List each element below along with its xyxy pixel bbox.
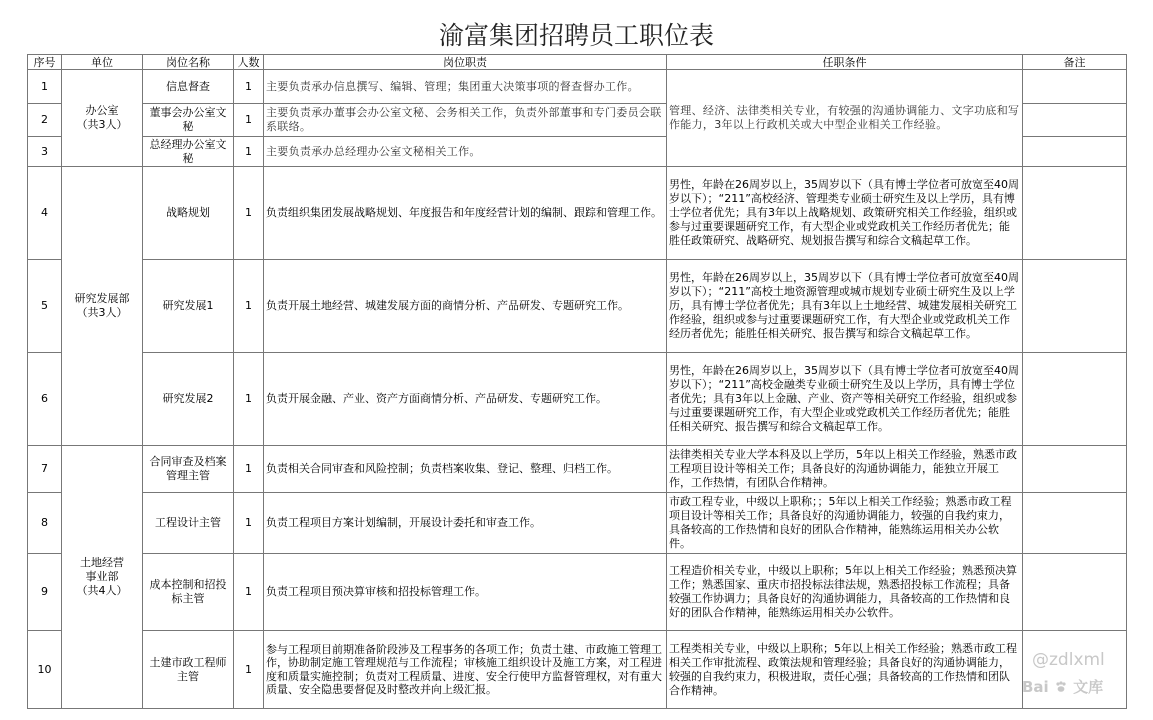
table-row <box>28 70 1127 104</box>
requirements-text: 男性，年龄在26周岁以上，35周岁以下（具有博士学位者可放宽至40周岁以下）；“211”高校土地资源管理或城市规划专业硕士研究生及以上学历，具有博士学位者优先；具有3年以上土地经营、城建发展相关研究工作经验，组织或参与过重要课题研究工作，有大型企业或党政机关工作经历者优先；能胜任相关研究、报告撰写和综合文稿起草工作。 <box>667 260 1023 353</box>
position-name: 研究发展2 <box>143 353 234 446</box>
position-name: 战略规划 <box>143 167 234 260</box>
duty-text: 负责工程项目方案计划编制，开展设计委托和审查工作。 <box>264 493 667 554</box>
position-name: 成本控制和招投标主管 <box>143 554 234 631</box>
note-cell <box>1023 137 1127 167</box>
headcount: 1 <box>234 353 264 446</box>
row-no: 1 <box>28 70 62 104</box>
duty-text: 负责工程项目预决算审核和招投标管理工作。 <box>264 554 667 631</box>
requirements-text: 法律类相关专业大学本科及以上学历，5年以上相关工作经验，熟悉市政工程项目设计等相关工作；具备良好的沟通协调能力，能独立开展工作，工作热情，有团队合作精神。 <box>667 446 1023 493</box>
headcount: 1 <box>234 167 264 260</box>
note-cell <box>1023 493 1127 554</box>
position-name: 董事会办公室文秘 <box>143 104 234 137</box>
paw-icon <box>1055 679 1067 691</box>
table-row <box>28 260 1127 353</box>
requirements-text: 工程类相关专业，中级以上职称；5年以上相关工作经验；熟悉市政工程相关工作审批流程、政策法规和管理经验；具备良好的沟通协调能力，较强的自我约束力，积极进取，责任心强；具备较高的工作热情和团队合作精神。 <box>667 631 1023 709</box>
office-requirements: 管理、经济、法律类相关专业，有较强的沟通协调能力、文字功底和写作能力，3年以上行政机关或大中型企业相关工作经验。 <box>667 70 1023 167</box>
header-no: 序号 <box>28 55 62 70</box>
row-no: 9 <box>28 554 62 631</box>
headcount: 1 <box>234 137 264 167</box>
note-cell <box>1023 353 1127 446</box>
position-name: 总经理办公室文秘 <box>143 137 234 167</box>
duty-text: 负责组织集团发展战略规划、年度报告和年度经营计划的编制、跟踪和管理工作。 <box>264 167 667 260</box>
header-unit: 单位 <box>62 55 143 70</box>
position-name: 信息督查 <box>143 70 234 104</box>
watermark-wenku: 文库 <box>1073 678 1104 696</box>
note-cell <box>1023 446 1127 493</box>
row-no: 2 <box>28 104 62 137</box>
row-no: 5 <box>28 260 62 353</box>
department-research: 研究发展部 （共3人） <box>62 167 143 446</box>
note-cell <box>1023 260 1127 353</box>
row-no: 6 <box>28 353 62 446</box>
row-no: 8 <box>28 493 62 554</box>
headcount: 1 <box>234 70 264 104</box>
header-duty: 岗位职责 <box>264 55 667 70</box>
note-cell <box>1023 70 1127 104</box>
duty-text: 负责开展金融、产业、资产方面商情分析、产品研发、专题研究工作。 <box>264 353 667 446</box>
requirements-text: 市政工程专业，中级以上职称；；5年以上相关工作经验；熟悉市政工程项目设计等相关工作；具备良好的沟通协调能力，较强的自我约束力，具备较高的工作热情和良好的团队合作精神，能熟练运用相关办公软件。 <box>667 493 1023 554</box>
watermark-user: @zdlxml <box>1032 650 1105 670</box>
header-row <box>28 55 1127 70</box>
headcount: 1 <box>234 631 264 709</box>
row-no: 3 <box>28 137 62 167</box>
duty-text: 参与工程项目前期准备阶段涉及工程事务的各项工作；负责土建、市政施工管理工作，协助制定施工管理规范与工作流程；审核施工组织设计及施工方案，对工程进度和质量实施控制；负责对工程质量、进度、安全行使甲方监督管理权，对有重大质量、安全隐患要督促及时整改并向上级汇报。 <box>264 631 667 709</box>
duty-text: 负责开展土地经营、城建发展方面的商情分析、产品研发、专题研究工作。 <box>264 260 667 353</box>
note-cell <box>1023 167 1127 260</box>
position-name: 研究发展1 <box>143 260 234 353</box>
headcount: 1 <box>234 554 264 631</box>
headcount: 1 <box>234 104 264 137</box>
note-cell <box>1023 554 1127 631</box>
header-count: 人数 <box>234 55 264 70</box>
headcount: 1 <box>234 493 264 554</box>
note-cell <box>1023 104 1127 137</box>
position-name: 工程设计主管 <box>143 493 234 554</box>
requirements-text: 男性，年龄在26周岁以上，35周岁以下（具有博士学位者可放宽至40周岁以下）；“211”高校经济、管理类专业硕士研究生及以上学历，具有博士学位者优先；具有3年以上战略规划、政策研究相关工作经验，组织或参与过重要课题研究工作，有大型企业或党政机关工作经历者优先；能胜任政策研究、战略研究、规划报告撰写和综合文稿起草工作。 <box>667 167 1023 260</box>
headcount: 1 <box>234 260 264 353</box>
duty-text: 主要负责承办总经理办公室文秘相关工作。 <box>264 137 667 167</box>
watermark-bai: Bai <box>1022 678 1049 696</box>
duty-text: 负责相关合同审查和风险控制；负责档案收集、登记、整理、归档工作。 <box>264 446 667 493</box>
header-requirements: 任职条件 <box>667 55 1023 70</box>
table-row <box>28 353 1127 446</box>
requirements-text: 男性，年龄在26周岁以上，35周岁以下（具有博士学位者可放宽至40周岁以下）；“211”高校金融类专业硕士研究生及以上学历，具有博士学位者优先；具有3年以上金融、产业、资产等相关研究工作经验，组织或参与过重要课题研究工作，有大型企业或党政机关工作经历者优先；能胜任相关研究、报告撰写和综合文稿起草工作。 <box>667 353 1023 446</box>
department-office: 办公室 （共3人） <box>62 70 143 167</box>
row-no: 7 <box>28 446 62 493</box>
duty-text: 主要负责承办董事会办公室文秘、会务相关工作，负责外部董事和专门委员会联系联络。 <box>264 104 667 137</box>
table-row <box>28 493 1127 554</box>
position-name: 合同审查及档案管理主管 <box>143 446 234 493</box>
watermark-brand <box>1022 676 1103 697</box>
position-name: 土建市政工程师主管 <box>143 631 234 709</box>
job-table <box>27 54 1127 709</box>
headcount: 1 <box>234 446 264 493</box>
duty-text: 主要负责承办信息撰写、编辑、管理；集团重大决策事项的督查督办工作。 <box>264 70 667 104</box>
header-note: 备注 <box>1023 55 1127 70</box>
table-row <box>28 446 1127 493</box>
page-title: 渝富集团招聘员工职位表 <box>438 21 714 50</box>
table-row <box>28 631 1127 709</box>
table-row <box>28 554 1127 631</box>
department-land: 土地经营 事业部 （共4人） <box>62 446 143 709</box>
table-row <box>28 167 1127 260</box>
header-position: 岗位名称 <box>143 55 234 70</box>
requirements-text: 工程造价相关专业，中级以上职称；5年以上相关工作经验；熟悉预决算工作；熟悉国家、重庆市招投标法律法规，熟悉招投标工作流程；具备较强工作协调力；具备良好的沟通协调能力，具备较高的工作热情和良好的团队合作精神，能熟练运用相关办公软件。 <box>667 554 1023 631</box>
row-no: 10 <box>28 631 62 709</box>
row-no: 4 <box>28 167 62 260</box>
